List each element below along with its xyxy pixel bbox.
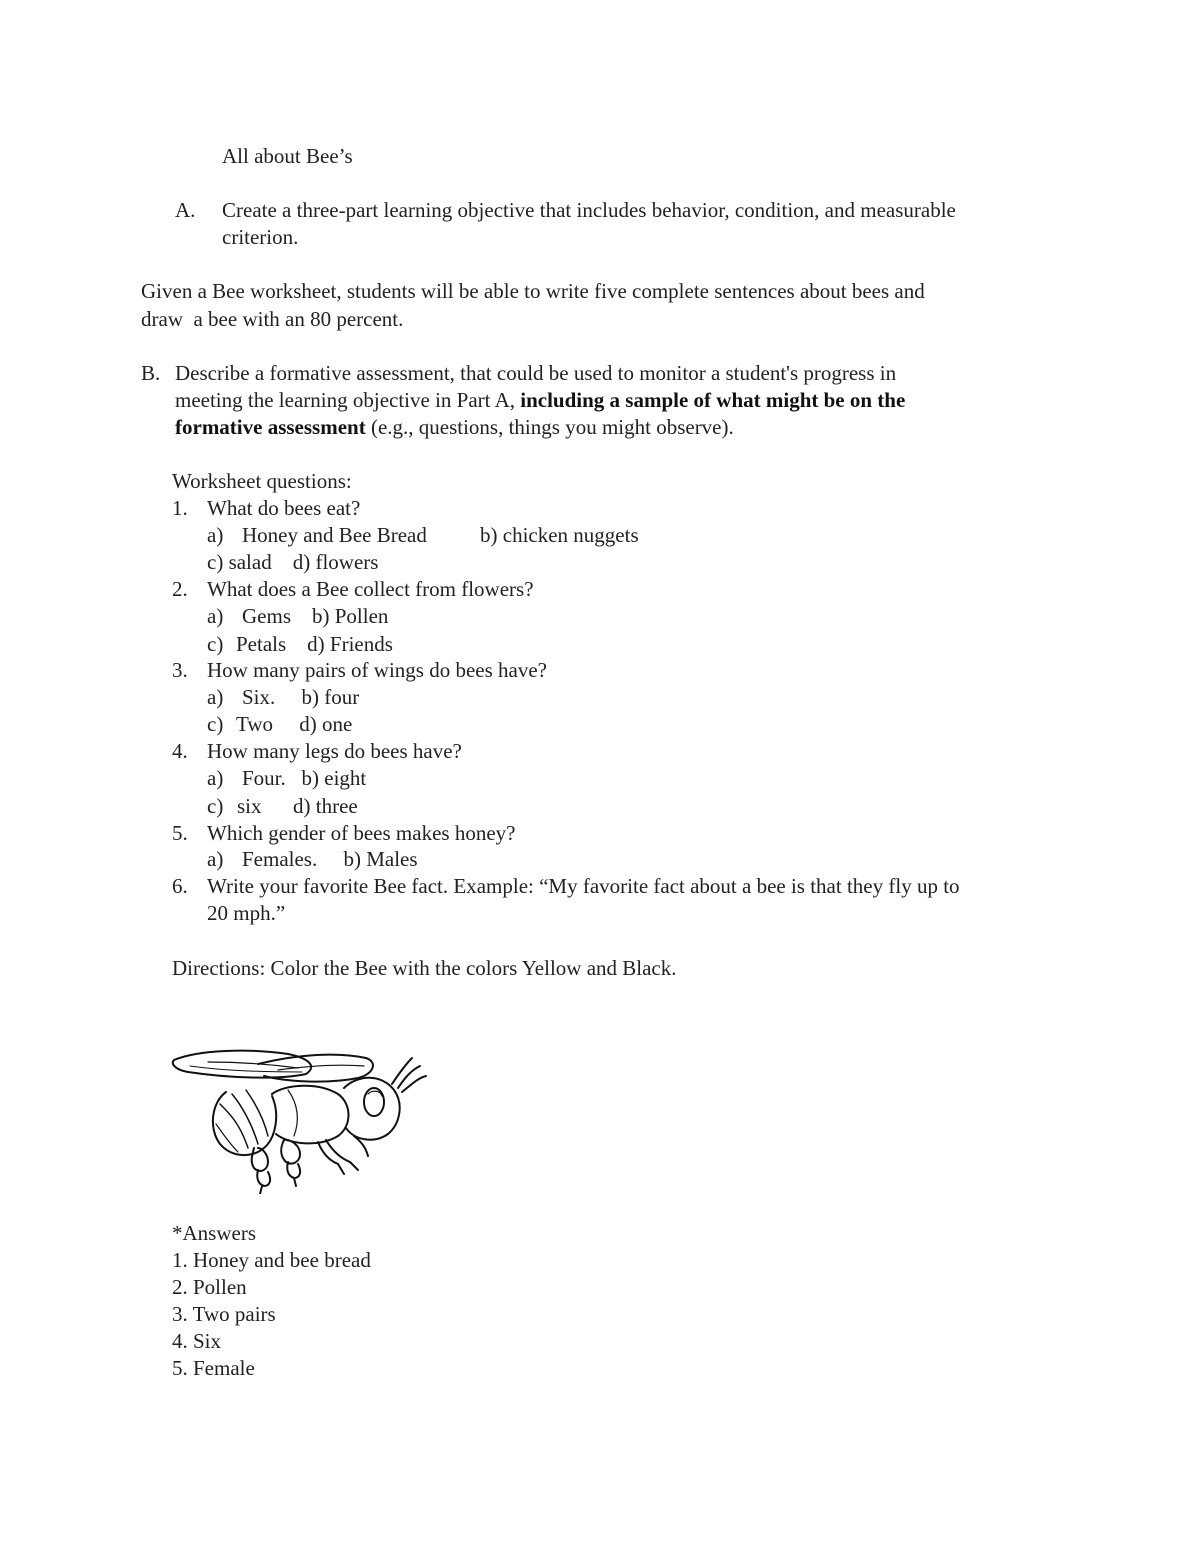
answer-item: 5. Female xyxy=(172,1356,255,1380)
bee-illustration xyxy=(168,1044,430,1194)
question-text: What does a Bee collect from flowers? xyxy=(207,577,534,601)
answers-heading: *Answers xyxy=(172,1221,256,1245)
question-number: 2. xyxy=(172,577,188,601)
question-text: What do bees eat? xyxy=(207,496,361,520)
answer-item: 4. Six xyxy=(172,1329,222,1353)
part-a-text-line1: Create a three-part learning objective that includes behavior, condition, and measurable xyxy=(222,198,956,222)
option-text: Gems b) Pollen xyxy=(242,604,389,628)
question-text-continued: 20 mph.” xyxy=(207,901,286,925)
option-text: b) chicken nuggets xyxy=(480,523,639,547)
part-a-text-line2: criterion. xyxy=(222,225,299,249)
part-b-bold-text: including a sample of what might be on the xyxy=(520,388,906,412)
option-label: a) xyxy=(207,766,224,790)
option-label: a) xyxy=(207,604,224,628)
page-title: All about Bee’s xyxy=(222,144,353,168)
part-b-text-line3 xyxy=(175,414,734,441)
option-text: Petals d) Friends xyxy=(236,632,393,656)
part-b-plain-text: meeting the learning objective in Part A, xyxy=(175,388,515,412)
directions: Directions: Color the Bee with the colors Yellow and Black. xyxy=(172,956,677,980)
option-text: Females. b) Males xyxy=(242,847,418,871)
question-number: 6. xyxy=(172,874,188,898)
option-text: c) salad d) flowers xyxy=(207,550,379,574)
option-text: Six. b) four xyxy=(242,685,360,709)
part-b-plain-text-2: (e.g., questions, things you might observe). xyxy=(370,415,734,439)
option-label: a) xyxy=(207,685,224,709)
question-text: How many pairs of wings do bees have? xyxy=(207,658,547,682)
question-text: Write your favorite Bee fact. Example: “My favorite fact about a bee is that they fly up to xyxy=(207,874,960,898)
option-text: Honey and Bee Bread xyxy=(242,523,427,547)
question-text: How many legs do bees have? xyxy=(207,739,462,763)
question-text: Which gender of bees makes honey? xyxy=(207,821,516,845)
option-label: a) xyxy=(207,523,224,547)
objective-line1: Given a Bee worksheet, students will be able to write five complete sentences about bees and xyxy=(141,279,925,303)
option-label: c) xyxy=(207,712,224,736)
option-label: c) xyxy=(207,632,224,656)
option-label: c) xyxy=(207,794,224,818)
part-b-text-line1: Describe a formative assessment, that could be used to monitor a student's progress in xyxy=(175,361,897,385)
part-b-letter: B. xyxy=(141,361,161,385)
answer-item: 1. Honey and bee bread xyxy=(172,1248,371,1272)
question-number: 1. xyxy=(172,496,188,520)
option-text: six d) three xyxy=(237,794,358,818)
part-a-letter: A. xyxy=(175,198,196,222)
question-number: 3. xyxy=(172,658,188,682)
question-number: 5. xyxy=(172,821,188,845)
option-label: a) xyxy=(207,847,224,871)
question-number: 4. xyxy=(172,739,188,763)
worksheet-heading: Worksheet questions: xyxy=(172,469,352,493)
answer-item: 2. Pollen xyxy=(172,1275,247,1299)
answer-item: 3. Two pairs xyxy=(172,1302,276,1326)
option-text: Four. b) eight xyxy=(242,766,367,790)
part-b-text-line2 xyxy=(175,387,905,414)
option-text: Two d) one xyxy=(236,712,353,736)
part-b-bold-text-2: formative assessment xyxy=(175,415,366,439)
objective-line2: draw a bee with an 80 percent. xyxy=(141,307,404,331)
